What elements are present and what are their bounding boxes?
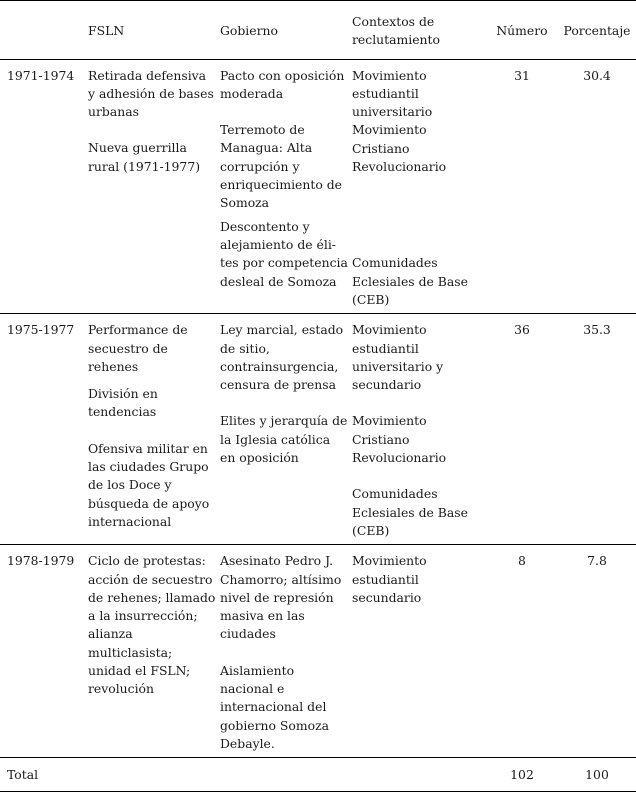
header-row [0,1,636,60]
header-contextos-line1: Contextos de [352,14,435,29]
porcentaje-cell: 35.3 [558,314,636,545]
gobierno-entry: Asesinato Pedro J. Chamorro; altísimo nivel de represión masiva en las ciudades [220,553,342,642]
gobierno-entry: Descontento y alejamiento de éli-tes por competencia desleal de Somoza [220,218,348,289]
contextos-entry: Movimiento estudiantil universitario Movimiento Cristiano Revolucionario [352,67,447,175]
gobierno-cell [220,545,352,758]
contextos-entry: Comunidades Eclesiales de Base (CEB) [352,255,468,307]
porcentaje-cell: 30.4 [558,59,636,314]
numero-cell: 36 [486,314,558,545]
empty-cell [88,758,220,792]
total-numero: 102 [486,758,558,792]
contextos-entry: Comunidades Eclesiales de Base (CEB) [352,486,468,538]
period-cell: 1971-1974 [0,59,88,314]
header-period [0,1,88,60]
total-row [0,758,636,792]
contextos-entry: Movimiento estudiantil secundario [352,553,427,605]
table-row [0,59,636,314]
fsln-entry: División en tendencias [88,386,158,420]
fsln-entry: Ciclo de protestas: acción de secuestro de rehenes; llamado a la insurrección; alianza multiclasista; unidad el FSLN; revolución [88,553,216,697]
contextos-entry: Movimiento Cristiano Revolucionario [352,413,447,466]
header-contextos-line2: reclutamiento [352,32,440,48]
gobierno-entry: Aislamiento nacional e internacional del gobierno Somoza Debayle. [220,662,329,751]
table-row [0,314,636,545]
contextos-cell [352,59,486,314]
header-porcentaje: Porcentaje [558,1,636,60]
gobierno-entry: Terremoto de Managua: Alta corrupción y enriquecimiento de Somoza [220,122,343,211]
header-numero: Número [486,1,558,60]
numero-cell: 8 [486,545,558,758]
period-cell: 1978-1979 [0,545,88,758]
contextos-entry: Movimiento estudiantil universitario y secundario [352,322,444,393]
header-fsln: FSLN [88,1,220,60]
fsln-cell [88,545,220,758]
empty-cell [352,758,486,792]
fsln-cell [88,59,220,314]
numero-cell: 31 [486,59,558,314]
contextos-cell [352,314,486,545]
gobierno-entry: Elites y jerarquía de la Iglesia católica en oposición [220,413,348,466]
fsln-entry: Retirada defensiva y adhesión de bases urbanas [88,67,214,120]
fsln-entry: Performance de secuestro de rehenes [88,322,188,374]
empty-cell [220,758,352,792]
gobierno-cell [220,59,352,314]
fsln-entry: Nueva guerrilla rural (1971-1977) [88,140,201,174]
gobierno-entry: Ley marcial, estado de sitio, contrainsurgencia, censura de prensa [220,322,344,393]
period-cell: 1975-1977 [0,314,88,545]
header-gobierno: Gobierno [220,1,352,60]
porcentaje-cell: 7.8 [558,545,636,758]
total-label: Total [0,758,88,792]
table-row [0,545,636,758]
gobierno-cell [220,314,352,545]
contextos-cell [352,545,486,758]
header-contextos [352,1,486,60]
fsln-entry: Ofensiva militar en las ciudades Grupo de los Doce y búsqueda de apoyo internacional [88,440,210,529]
gobierno-entry: Pacto con oposición moderada [220,67,345,101]
fsln-cell [88,314,220,545]
total-porcentaje: 100 [558,758,636,792]
